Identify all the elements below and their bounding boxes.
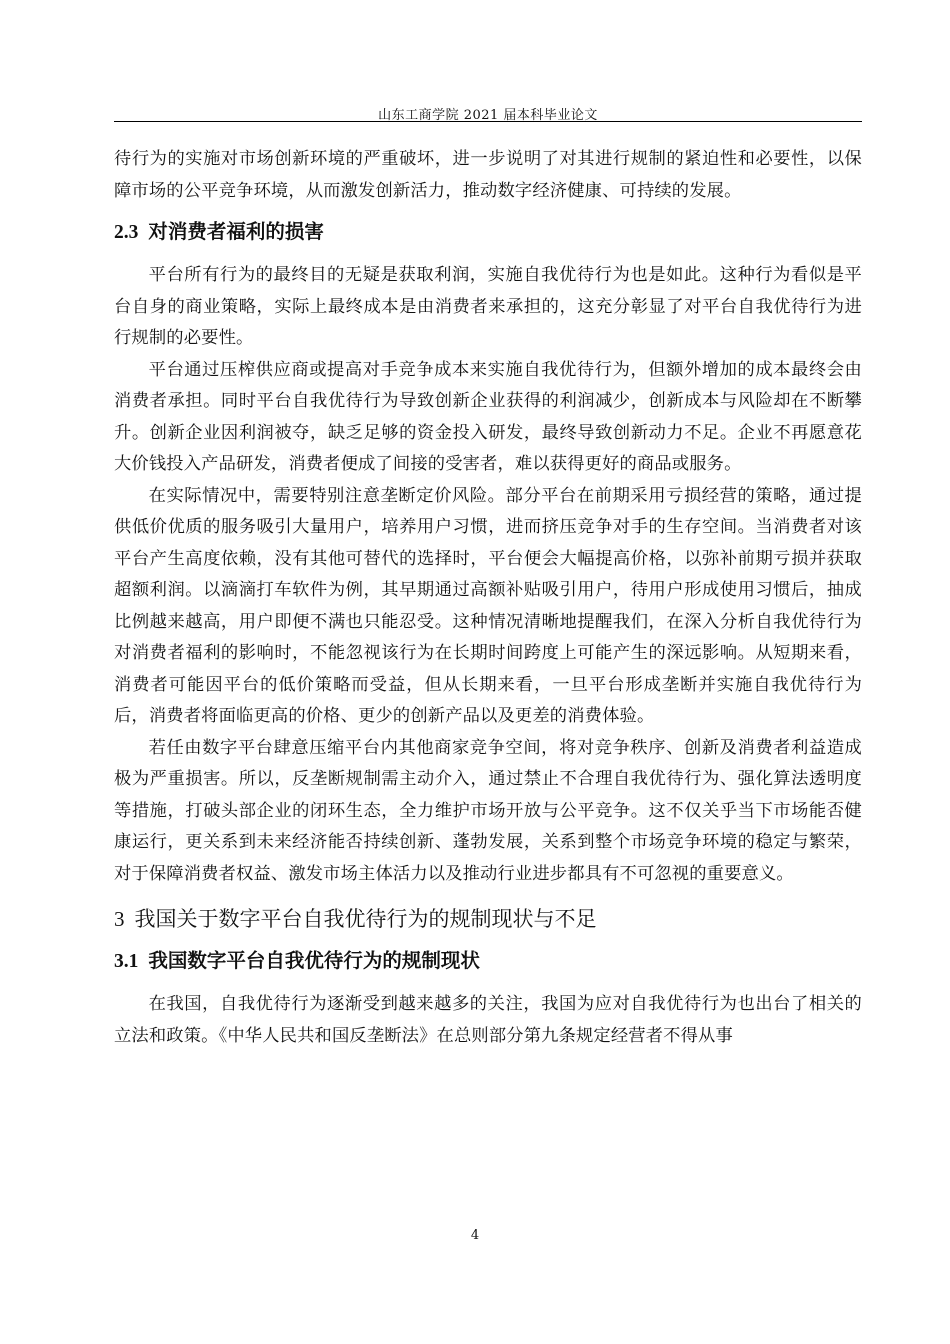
- paragraph: 平台通过压榨供应商或提高对手竞争成本来实施自我优待行为，但额外增加的成本最终会由消费者承担。同时平台自我优待行为导致创新企业获得的利润减少，创新成本与风险却在不断攀升。创新企业因利润被夺，缺乏足够的资金投入研发，最终导致创新动力不足。企业不再愿意花大价钱投入产品研发，消费者便成了间接的受害者，难以获得更好的商品或服务。: [114, 359, 862, 474]
- page-number: 4: [470, 1228, 480, 1243]
- paragraph: 若任由数字平台肆意压缩平台内其他商家竞争空间，将对竞争秩序、创新及消费者利益造成极为严重损害。所以，反垄断规制需主动介入，通过禁止不合理自我优待行为、强化算法透明度等措施，打破头部企业的闭环生态，全力维护市场开放与公平竞争。这不仅关乎当下市场能否健康运行，更关系到未来经济能否持续创新、蓬勃发展，关系到整个市场竞争环境的稳定与繁荣，对于保障消费者权益、激发市场主体活力以及推动行业进步都具有不可忽视的重要意义。: [114, 737, 862, 884]
- chapter-heading-3: [114, 902, 862, 936]
- paragraph: 在我国，自我优待行为逐渐受到越来越多的关注，我国为应对自我优待行为也出台了相关的立法和政策。《中华人民共和国反垄断法》在总则部分第九条规定经营者不得从事: [114, 994, 862, 1046]
- section-heading-2-3: [114, 217, 862, 248]
- section-number: 2.3: [114, 222, 139, 243]
- section-number: 3.1: [114, 951, 139, 972]
- paragraph: 平台所有行为的最终目的无疑是获取利润，实施自我优待行为也是如此。这种行为看似是平台自身的商业策略，实际上最终成本是由消费者来承担的，这充分彰显了对平台自我优待行为进行规制的必要性。: [114, 265, 862, 348]
- chapter-number: 3: [114, 907, 125, 931]
- running-header: 山东工商学院 2021 届本科毕业论文: [378, 108, 598, 123]
- page-body: [114, 144, 862, 1052]
- paragraph: 在实际情况中，需要特别注意垄断定价风险。部分平台在前期采用亏损经营的策略，通过提供低价优质的服务吸引大量用户，培养用户习惯，进而挤压竞争对手的生存空间。当消费者对该平台产生高度依赖，没有其他可替代的选择时，平台便会大幅提高价格，以弥补前期亏损并获取超额利润。以滴滴打车软件为例，其早期通过高额补贴吸引用户，待用户形成使用习惯后，抽成比例越来越高，用户即便不满也只能忍受。这种情况清晰地提醒我们，在深入分析自我优待行为对消费者福利的影响时，不能忽视该行为在长期时间跨度上可能产生的深远影响。从短期来看，消费者可能因平台的低价策略而受益，但从长期来看，一旦平台形成垄断并实施自我优待行为后，消费者将面临更高的价格、更少的创新产品以及更差的消费体验。: [114, 485, 862, 726]
- section-title: 我国数字平台自我优待行为的规制现状: [148, 949, 480, 972]
- paragraph-continued: 待行为的实施对市场创新环境的严重破坏，进一步说明了对其进行规制的紧迫性和必要性，以保障市场的公平竞争环境，从而激发创新活力，推动数字经济健康、可持续的发展。: [114, 149, 862, 201]
- section-title: 对消费者福利的损害: [148, 220, 324, 243]
- section-heading-3-1: [114, 946, 862, 977]
- chapter-title: 我国关于数字平台自我优待行为的规制现状与不足: [134, 907, 597, 931]
- header-rule: [114, 121, 862, 122]
